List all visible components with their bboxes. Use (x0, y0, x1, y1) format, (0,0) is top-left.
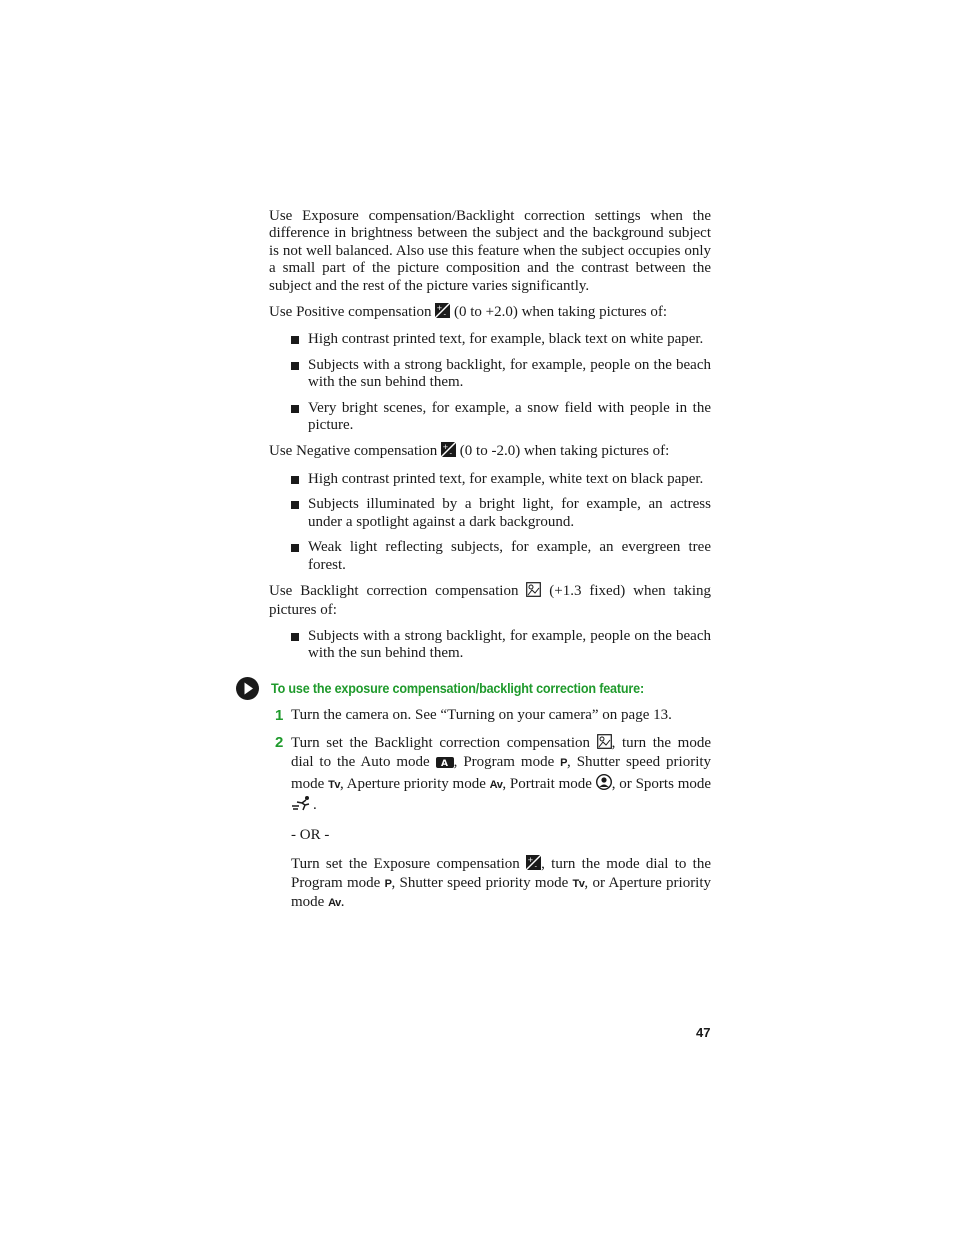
svg-text:-: - (443, 310, 447, 319)
positive-lead-text: Use Positive compensation (269, 304, 432, 321)
backlight-compensation-lead (269, 582, 711, 620)
exposure-compensation-icon (526, 855, 541, 875)
svg-text:+: + (442, 443, 449, 452)
exposure-compensation-icon (441, 442, 456, 462)
step-1 (269, 707, 711, 724)
backlight-list (291, 628, 711, 663)
portrait-mode-icon (596, 774, 612, 795)
backlight-correction-icon (526, 582, 541, 602)
procedure-steps (269, 707, 711, 913)
program-mode-icon: P (560, 757, 568, 770)
list-item: High contrast printed text, for example, white text on black paper. (291, 471, 711, 488)
negative-lead-text: Use Negative compensation (269, 443, 438, 460)
auto-mode-icon (436, 756, 454, 773)
aperture-priority-icon: Av (328, 896, 341, 909)
list-item: Subjects illuminated by a bright light, for example, an actress under a spotlight against a dark background. (291, 496, 711, 531)
backlight-lead-text: Use Backlight correction compensation (269, 582, 519, 599)
positive-compensation-lead (269, 303, 711, 323)
negative-compensation-lead (269, 442, 711, 462)
svg-text:A: A (440, 759, 448, 769)
list-item: Subjects with a strong backlight, for example, people on the beach with the sun behind them. (291, 357, 711, 392)
sports-mode-icon (291, 795, 313, 816)
step-text: Turn set the Backlight correction compensation , turn the mode dial to the Auto mode A , Program mode P, Shutter speed priority mode Tv, Aperture priority mode Av, Portrait mode , or Sports mode . (291, 734, 711, 817)
backlight-tail-text: (+1.3 fixed) when taking pictures of: (269, 582, 711, 619)
list-item: Subjects with a strong backlight, for example, people on the beach with the sun behind them. (291, 628, 711, 663)
shutter-priority-icon: Tv (328, 778, 340, 791)
svg-text:+: + (436, 304, 443, 313)
step-2 (269, 734, 711, 912)
shutter-priority-icon: Tv (572, 878, 585, 891)
play-arrow-icon (236, 677, 259, 705)
svg-text:-: - (534, 862, 538, 870)
svg-text:-: - (449, 449, 453, 458)
negative-tail-text: (0 to -2.0) when taking pictures of: (459, 443, 670, 460)
svg-text:+: + (527, 855, 534, 864)
backlight-correction-icon (597, 734, 612, 754)
intro-paragraph: Use Exposure compensation/Backlight correction settings when the difference in brightness between the subject and the background subject is not well balanced. Also use this feature when the subject occupies only a small part of the picture composition and the contrast between the subject and the rest of the picture varies significantly. (269, 208, 711, 294)
step-alt-text: Turn set the Exposure compensation + - , turn the mode dial to the Program mode P, Shutter speed priority mode Tv, or Aperture priority mode Av. (291, 855, 711, 912)
exposure-compensation-icon (435, 303, 450, 323)
positive-list (291, 331, 711, 434)
list-item: Weak light reflecting subjects, for example, an evergreen tree forest. (291, 539, 711, 574)
page-body (269, 208, 711, 922)
procedure-heading (236, 677, 711, 701)
step-number: 2 (275, 733, 284, 751)
aperture-priority-icon: Av (489, 778, 503, 791)
page-number: 47 (696, 1025, 711, 1040)
or-separator: - OR - (291, 826, 330, 843)
procedure-heading-text: To use the exposure compensation/backlight correction feature: (271, 679, 644, 696)
program-mode-icon: P (384, 878, 392, 891)
list-item: Very bright scenes, for example, a snow field with people in the picture. (291, 400, 711, 435)
negative-list (291, 471, 711, 574)
positive-tail-text: (0 to +2.0) when taking pictures of: (453, 304, 667, 321)
step-number: 1 (275, 706, 284, 724)
step-text: Turn the camera on. See “Turning on your camera” on page 13. (291, 706, 672, 723)
list-item: High contrast printed text, for example, black text on white paper. (291, 331, 711, 348)
